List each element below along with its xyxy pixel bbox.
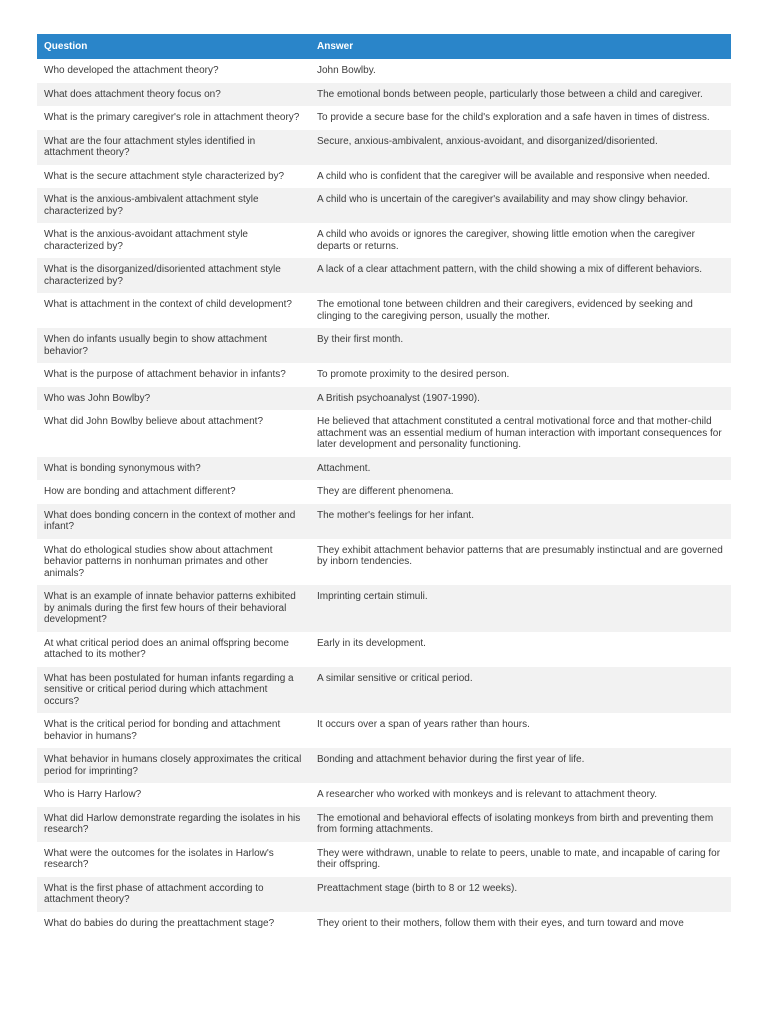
question-cell: What is the disorganized/disoriented attachment style characterized by? [37, 258, 310, 293]
question-cell: What is the first phase of attachment according to attachment theory? [37, 877, 310, 912]
answer-cell: A British psychoanalyst (1907-1990). [310, 387, 731, 411]
answer-cell: To promote proximity to the desired person. [310, 363, 731, 387]
answer-cell: A researcher who worked with monkeys and is relevant to attachment theory. [310, 783, 731, 807]
answer-cell: The emotional tone between children and their caregivers, evidenced by seeking and clinging to the caregiving person, usually the mother. [310, 293, 731, 328]
question-cell: What is bonding synonymous with? [37, 457, 310, 481]
answer-cell: It occurs over a span of years rather than hours. [310, 713, 731, 748]
answer-cell: A child who is uncertain of the caregiver's availability and may show clingy behavior. [310, 188, 731, 223]
table-row [37, 842, 731, 877]
question-cell: Who is Harry Harlow? [37, 783, 310, 807]
question-cell: What is attachment in the context of child development? [37, 293, 310, 328]
answer-cell: To provide a secure base for the child's exploration and a safe haven in times of distress. [310, 106, 731, 130]
answer-cell: They exhibit attachment behavior patterns that are presumably instinctual and are governed by inborn tendencies. [310, 539, 731, 586]
table-row [37, 188, 731, 223]
table-row [37, 59, 731, 83]
header-row [37, 34, 731, 59]
question-cell: What is the anxious-ambivalent attachment style characterized by? [37, 188, 310, 223]
table-row [37, 783, 731, 807]
question-cell: What is an example of innate behavior patterns exhibited by animals during the first few hours of their behavioral development? [37, 585, 310, 632]
question-cell: What is the critical period for bonding and attachment behavior in humans? [37, 713, 310, 748]
question-cell: What is the primary caregiver's role in attachment theory? [37, 106, 310, 130]
table-row [37, 748, 731, 783]
answer-cell: Attachment. [310, 457, 731, 481]
answer-cell: They were withdrawn, unable to relate to peers, unable to mate, and incapable of caring for their offspring. [310, 842, 731, 877]
answer-cell: The mother's feelings for her infant. [310, 504, 731, 539]
table-row [37, 387, 731, 411]
question-cell: How are bonding and attachment different? [37, 480, 310, 504]
question-cell: What is the purpose of attachment behavior in infants? [37, 363, 310, 387]
qa-table [37, 34, 731, 935]
column-header-question: Question [37, 34, 310, 59]
table-row [37, 480, 731, 504]
answer-cell: He believed that attachment constituted a central motivational force and that mother-child attachment was an essential medium of human interaction with important consequences for later development and personality functioning. [310, 410, 731, 457]
question-cell: What does bonding concern in the context of mother and infant? [37, 504, 310, 539]
table-row [37, 293, 731, 328]
question-cell: At what critical period does an animal offspring become attached to its mother? [37, 632, 310, 667]
table-row [37, 713, 731, 748]
table-row [37, 504, 731, 539]
table-row [37, 258, 731, 293]
answer-cell: Preattachment stage (birth to 8 or 12 weeks). [310, 877, 731, 912]
question-cell: What is the secure attachment style characterized by? [37, 165, 310, 189]
answer-cell: A lack of a clear attachment pattern, with the child showing a mix of different behaviors. [310, 258, 731, 293]
question-cell: What were the outcomes for the isolates in Harlow's research? [37, 842, 310, 877]
question-cell: What does attachment theory focus on? [37, 83, 310, 107]
table-row [37, 130, 731, 165]
table-row [37, 667, 731, 714]
answer-cell: They are different phenomena. [310, 480, 731, 504]
table-row [37, 328, 731, 363]
question-cell: Who was John Bowlby? [37, 387, 310, 411]
answer-cell: John Bowlby. [310, 59, 731, 83]
answer-cell: The emotional and behavioral effects of isolating monkeys from birth and preventing them from forming attachments. [310, 807, 731, 842]
table-row [37, 410, 731, 457]
answer-cell: A similar sensitive or critical period. [310, 667, 731, 714]
table-row [37, 877, 731, 912]
table-row [37, 539, 731, 586]
answer-cell: Early in its development. [310, 632, 731, 667]
answer-cell: By their first month. [310, 328, 731, 363]
question-cell: What did Harlow demonstrate regarding the isolates in his research? [37, 807, 310, 842]
answer-cell: Secure, anxious-ambivalent, anxious-avoidant, and disorganized/disoriented. [310, 130, 731, 165]
question-cell: What do ethological studies show about attachment behavior patterns in nonhuman primates and other animals? [37, 539, 310, 586]
answer-cell: Imprinting certain stimuli. [310, 585, 731, 632]
question-cell: What are the four attachment styles identified in attachment theory? [37, 130, 310, 165]
answer-cell: The emotional bonds between people, particularly those between a child and caregiver. [310, 83, 731, 107]
table-row [37, 585, 731, 632]
question-cell: What did John Bowlby believe about attachment? [37, 410, 310, 457]
table-body [37, 59, 731, 935]
answer-cell: Bonding and attachment behavior during the first year of life. [310, 748, 731, 783]
table-row [37, 457, 731, 481]
question-cell: When do infants usually begin to show attachment behavior? [37, 328, 310, 363]
table-row [37, 912, 731, 936]
answer-cell: A child who is confident that the caregiver will be available and responsive when needed. [310, 165, 731, 189]
question-cell: What do babies do during the preattachment stage? [37, 912, 310, 936]
question-cell: Who developed the attachment theory? [37, 59, 310, 83]
answer-cell: A child who avoids or ignores the caregiver, showing little emotion when the caregiver departs or returns. [310, 223, 731, 258]
table-row [37, 106, 731, 130]
answer-cell: They orient to their mothers, follow them with their eyes, and turn toward and move [310, 912, 731, 936]
table-row [37, 83, 731, 107]
table-row [37, 165, 731, 189]
question-cell: What behavior in humans closely approximates the critical period for imprinting? [37, 748, 310, 783]
question-cell: What is the anxious-avoidant attachment style characterized by? [37, 223, 310, 258]
table-row [37, 632, 731, 667]
table-row [37, 223, 731, 258]
table-header [37, 34, 731, 59]
question-cell: What has been postulated for human infants regarding a sensitive or critical period during which attachment occurs? [37, 667, 310, 714]
column-header-answer: Answer [310, 34, 731, 59]
table-row [37, 807, 731, 842]
table-row [37, 363, 731, 387]
